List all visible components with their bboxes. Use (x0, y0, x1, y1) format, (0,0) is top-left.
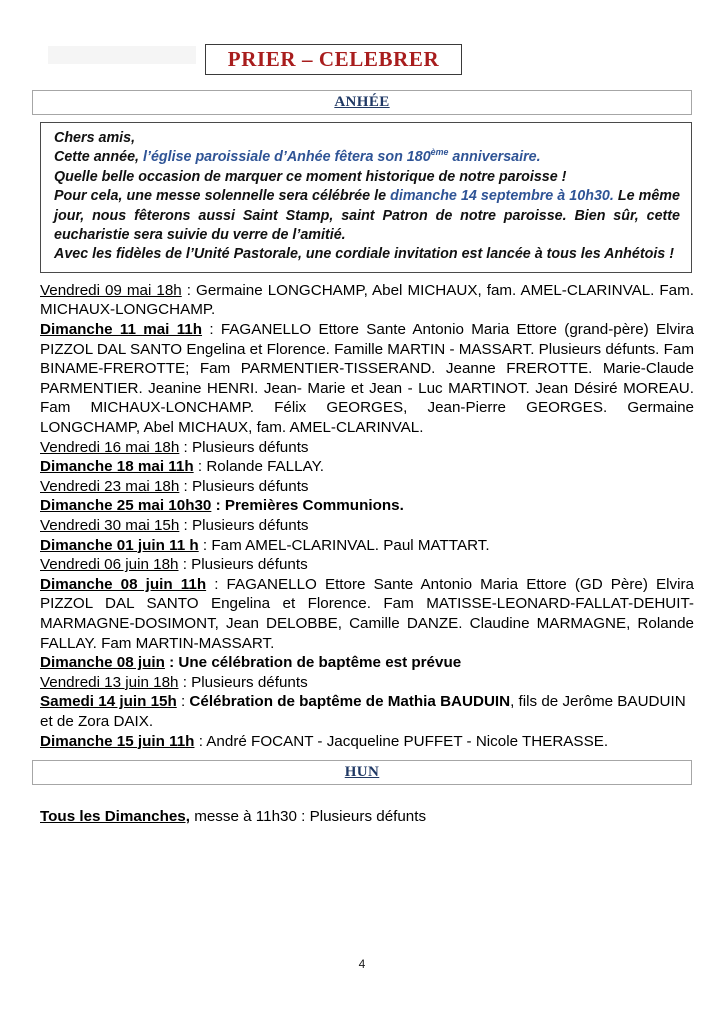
intro-line2-highlight: l’église paroissiale d’Anhée fêtera son 180 (143, 149, 431, 166)
mass-entry-date: Dimanche 08 juin (40, 654, 165, 672)
mass-entry-date: Dimanche 01 juin 11 h (40, 536, 199, 554)
mass-entry-body: Plusieurs défunts (192, 477, 309, 495)
section-header-anhee-label: ANHÉE (334, 94, 390, 110)
section-header-anhee (32, 90, 692, 115)
mass-entry (40, 477, 694, 497)
mass-entry-body: Plusieurs défunts (191, 556, 308, 574)
mass-entry-body: FAGANELLO Ettore Sante Antonio Maria Ettore (GD Père) Elvira PIZZOL DAL SANTO Engelina et Florence. Fam MATISSE-LEONARD-FALLAT-DEHUIT-MARMAGNE-DOSIMONT, Jean DELOBBE, Camille DANZE. Claudine MARMAGNE, Rolande FALLAY. Fam MARTIN-MASSART. (40, 575, 694, 652)
mass-entry-separator: : (179, 477, 192, 495)
header-gray-block (48, 46, 196, 64)
mass-entry-separator: : (193, 458, 207, 476)
mass-entry (40, 320, 694, 438)
intro-line-occasion: Quelle belle occasion de marquer ce moment historique de notre paroisse ! (54, 168, 567, 185)
intro-line4-prefix: Pour cela, une messe solennelle sera célébrée le (54, 188, 391, 205)
mass-entry-date: Dimanche 08 juin 11h (40, 575, 207, 593)
mass-entry-separator: : (178, 556, 192, 574)
document-header (0, 44, 724, 90)
mass-entry-body: FAGANELLO Ettore Sante Antonio Maria Ettore (grand-père) Elvira PIZZOL DAL SANTO Engelina et Florence. Famille MARTIN - MASSART. Plusieurs défunts. Fam BINAME-FREROTTE; Fam PARMENTIER-TISSERAND. Jeanne FREROTTE. Marie-Claude PARMENTIER. Jeanine HENRI. Jean- Marie et Jean - Luc MARTINOT. Jean Désiré MOREAU. Fam MICHAUX-LONCHAMP. Félix GEORGES, Jean-Pierre GEORGES. Germaine LONGCHAMP, Abel MICHAUX, fam. AMEL-CLARINVAL. (40, 321, 694, 436)
mass-entry-body: Rolande FALLAY. (206, 458, 324, 476)
intro-line2-superscript: ème (430, 147, 449, 158)
intro-line4-suffix: Le même jour, nous fêterons aussi Saint Stamp, saint Patron de notre paroisse. Bien sûr, cette eucharistie sera suivie du verre de l’amitié. (54, 188, 680, 244)
mass-entry-separator: : (211, 497, 225, 515)
mass-entry-separator: : (179, 438, 192, 456)
mass-intentions-list (40, 281, 694, 751)
mass-entry-date: Vendredi 23 mai 18h (40, 477, 180, 495)
mass-entry (40, 457, 694, 477)
intro-message-box (40, 122, 692, 273)
intro-line2-prefix: Cette année, (54, 149, 143, 166)
mass-entry-date: Vendredi 09 mai 18h (40, 281, 182, 299)
mass-entry-body: Une célébration de baptême est prévue (178, 654, 462, 672)
mass-entry-date: Vendredi 13 juin 18h (40, 673, 179, 691)
mass-entry-body: , fils de Jerôme BAUDUIN et de Zora DAIX. (40, 693, 686, 730)
mass-entry-date: Dimanche 25 mai 10h30 (40, 497, 212, 515)
page-title: PRIER – CELEBRER (227, 47, 440, 71)
mass-entry-body: Germaine LONGCHAMP, Abel MICHAUX, fam. AMEL-CLARINVAL. Fam. MICHAUX-LONGCHAMP. (40, 281, 694, 319)
mass-entry-separator: : (194, 732, 207, 750)
page-number: 4 (358, 957, 366, 971)
mass-entry (40, 653, 694, 673)
mass-entry-separator: : (164, 654, 179, 672)
intro-line2-highlight-end: anniversaire. (448, 149, 541, 166)
mass-entry (40, 732, 694, 752)
hun-entry-body: messe à 11h30 : Plusieurs défunts (189, 808, 427, 826)
intro-line4-highlight: dimanche 14 septembre à 10h30. (390, 188, 614, 205)
hun-entry (40, 807, 694, 827)
mass-entry-date: Dimanche 11 mai 11h (40, 321, 203, 339)
mass-entry-body: Plusieurs défunts (192, 438, 309, 456)
mass-entry (40, 281, 694, 320)
intro-line-invitation: Avec les fidèles de l’Unité Pastorale, une cordiale invitation est lancée à tous les Anhétois ! (54, 246, 674, 263)
mass-entry-separator: : (176, 693, 190, 711)
mass-entry-separator: : (178, 673, 192, 691)
mass-entry-date: Samedi 14 juin 15h (40, 693, 177, 711)
mass-entry (40, 496, 694, 516)
mass-entry-body: Premières Communions. (224, 497, 404, 515)
mass-entry (40, 692, 694, 731)
mass-entry (40, 575, 694, 653)
mass-entry (40, 438, 694, 458)
document-title-box (205, 44, 462, 75)
mass-entry-date: Vendredi 16 mai 18h (40, 438, 180, 456)
intro-greeting: Chers amis, (54, 130, 136, 146)
mass-entry (40, 536, 694, 556)
intro-line-anniversary (54, 148, 680, 167)
mass-entry-date: Dimanche 15 juin 11h (40, 732, 195, 750)
section-header-hun (32, 760, 692, 785)
mass-entry-body: Fam AMEL-CLARINVAL. Paul MATTART. (211, 536, 490, 554)
mass-entry-separator: : (198, 536, 212, 554)
mass-entry-body: Plusieurs défunts (192, 516, 309, 534)
mass-entry-date: Vendredi 30 mai 15h (40, 516, 180, 534)
mass-entry-body-emphasis: Célébration de baptême de Mathia BAUDUIN (189, 693, 511, 711)
mass-entry (40, 555, 694, 575)
section-header-hun-label: HUN (344, 764, 380, 781)
mass-entry (40, 516, 694, 536)
hun-entry-label: Tous les Dimanches, (40, 808, 190, 826)
mass-entry-separator: : (179, 516, 192, 534)
mass-entry-body: André FOCANT - Jacqueline PUFFET - Nicole THERASSE. (206, 732, 609, 750)
mass-entry-separator: : (202, 321, 221, 339)
mass-entry-date: Dimanche 18 mai 11h (40, 458, 194, 476)
intro-line-mass (54, 187, 680, 245)
mass-entry (40, 673, 694, 693)
mass-entry-date: Vendredi 06 juin 18h (40, 556, 179, 574)
mass-entry-body: Plusieurs défunts (191, 673, 308, 691)
mass-entry-separator: : (181, 281, 196, 299)
mass-entry-separator: : (206, 575, 227, 593)
